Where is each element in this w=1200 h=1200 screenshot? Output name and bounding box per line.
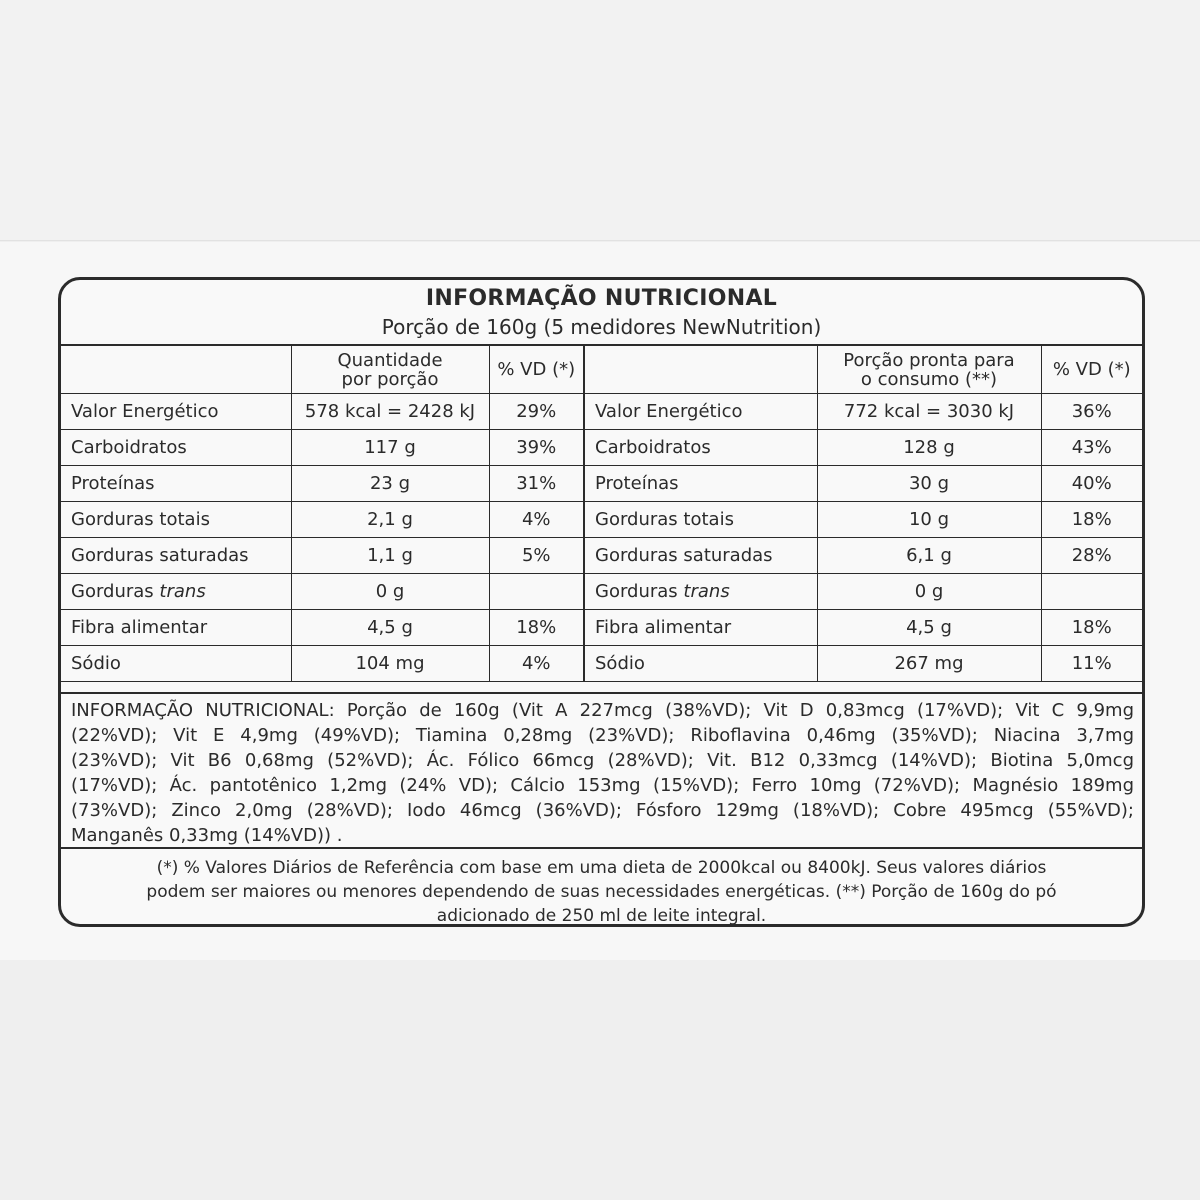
header-vd-right: % VD (*) bbox=[1041, 345, 1142, 394]
quantity-per-serving: 2,1 g bbox=[291, 502, 489, 538]
nutrient-name-ready: Gorduras totais bbox=[584, 502, 817, 538]
table-row bbox=[61, 610, 1142, 646]
micronutrient-line: (22%VD); Vit E 4,9mg (49%VD); Tiamina 0,28mg (23%VD); Riboflavina 0,46mg (35%VD); Niacina 3,7mg bbox=[71, 725, 1134, 746]
quantity-ready: 4,5 g bbox=[817, 610, 1041, 646]
table-row bbox=[61, 646, 1142, 682]
header-empty-left bbox=[61, 345, 291, 394]
quantity-ready: 10 g bbox=[817, 502, 1041, 538]
table-row bbox=[61, 538, 1142, 574]
table-row bbox=[61, 394, 1142, 430]
vd-per-serving: 18% bbox=[489, 610, 584, 646]
top-background bbox=[0, 0, 1200, 241]
vd-ready bbox=[1041, 574, 1142, 610]
header-quantity: Quantidade por porção bbox=[291, 345, 489, 394]
nutrient-name: Proteínas bbox=[61, 466, 291, 502]
vd-per-serving: 29% bbox=[489, 394, 584, 430]
nutrient-name-ready: Gorduras trans bbox=[584, 574, 817, 610]
quantity-per-serving: 578 kcal = 2428 kJ bbox=[291, 394, 489, 430]
nutrient-name-ready: Fibra alimentar bbox=[584, 610, 817, 646]
header-vd-left: % VD (*) bbox=[489, 345, 584, 394]
quantity-per-serving: 23 g bbox=[291, 466, 489, 502]
micronutrient-line: Manganês 0,33mg (14%VD)) . bbox=[71, 825, 343, 846]
table-header bbox=[61, 345, 1142, 394]
vd-ready: 43% bbox=[1041, 430, 1142, 466]
quantity-per-serving: 4,5 g bbox=[291, 610, 489, 646]
quantity-ready: 0 g bbox=[817, 574, 1041, 610]
nutrient-name: Fibra alimentar bbox=[61, 610, 291, 646]
nutrient-name-ready: Sódio bbox=[584, 646, 817, 682]
table-row bbox=[61, 502, 1142, 538]
quantity-ready: 772 kcal = 3030 kJ bbox=[817, 394, 1041, 430]
vd-per-serving bbox=[489, 574, 584, 610]
nutrient-name-ready: Valor Energético bbox=[584, 394, 817, 430]
nutrient-name: Gorduras trans bbox=[61, 574, 291, 610]
vd-per-serving: 39% bbox=[489, 430, 584, 466]
vd-per-serving: 4% bbox=[489, 502, 584, 538]
vd-ready: 40% bbox=[1041, 466, 1142, 502]
footnote-line: adicionado de 250 ml de leite integral. bbox=[436, 906, 767, 926]
nutrient-name-ready: Gorduras saturadas bbox=[584, 538, 817, 574]
footnote-line: podem ser maiores ou menores dependendo de suas necessidades energéticas. (**) Porção de 160g do pó bbox=[146, 882, 1057, 902]
header-ready-portion: Porção pronta para o consumo (**) bbox=[817, 345, 1041, 394]
label-title: INFORMAÇÃO NUTRICIONAL bbox=[425, 286, 778, 311]
table-row bbox=[61, 466, 1142, 502]
quantity-per-serving: 1,1 g bbox=[291, 538, 489, 574]
micronutrient-line: (73%VD); Zinco 2,0mg (28%VD); Iodo 46mcg (36%VD); Fósforo 129mg (18%VD); Cobre 495mcg (55%VD); bbox=[71, 800, 1134, 821]
nutrient-name-ready: Carboidratos bbox=[584, 430, 817, 466]
micronutrient-line: INFORMAÇÃO NUTRICIONAL: Porção de 160g (Vit A 227mcg (38%VD); Vit D 0,83mcg (17%VD); Vit C 9,9mg bbox=[71, 700, 1134, 721]
nutrient-name: Sódio bbox=[61, 646, 291, 682]
footnote-line: (*) % Valores Diários de Referência com base em uma dieta de 2000kcal ou 8400kJ. Seus valores diários bbox=[156, 858, 1047, 878]
header-empty-right bbox=[584, 345, 817, 394]
nutrition-facts-label bbox=[58, 277, 1145, 927]
nutrient-name: Carboidratos bbox=[61, 430, 291, 466]
nutrient-name: Gorduras totais bbox=[61, 502, 291, 538]
micronutrient-line: (17%VD); Ác. pantotênico 1,2mg (24% VD); Cálcio 153mg (15%VD); Ferro 10mg (72%VD); Magnésio 189mg bbox=[71, 775, 1134, 796]
micronutrient-info bbox=[61, 692, 1142, 848]
vd-ready: 18% bbox=[1041, 502, 1142, 538]
quantity-ready: 128 g bbox=[817, 430, 1041, 466]
vd-ready: 28% bbox=[1041, 538, 1142, 574]
nutrition-table bbox=[61, 344, 1142, 682]
vd-per-serving: 31% bbox=[489, 466, 584, 502]
vd-per-serving: 4% bbox=[489, 646, 584, 682]
footnote bbox=[61, 847, 1142, 927]
quantity-ready: 30 g bbox=[817, 466, 1041, 502]
nutrient-name-ready: Proteínas bbox=[584, 466, 817, 502]
quantity-ready: 6,1 g bbox=[817, 538, 1041, 574]
quantity-per-serving: 104 mg bbox=[291, 646, 489, 682]
vd-ready: 18% bbox=[1041, 610, 1142, 646]
quantity-per-serving: 0 g bbox=[291, 574, 489, 610]
serving-size: Porção de 160g (5 medidores NewNutrition) bbox=[381, 315, 822, 339]
vd-per-serving: 5% bbox=[489, 538, 584, 574]
vd-ready: 36% bbox=[1041, 394, 1142, 430]
nutrient-name: Gorduras saturadas bbox=[61, 538, 291, 574]
table-row bbox=[61, 430, 1142, 466]
quantity-per-serving: 117 g bbox=[291, 430, 489, 466]
quantity-ready: 267 mg bbox=[817, 646, 1041, 682]
micronutrient-line: (23%VD); Vit B6 0,68mg (52%VD); Ác. Fólico 66mcg (28%VD); Vit. B12 0,33mcg (14%VD); Biotina 5,0mcg bbox=[71, 750, 1134, 771]
table-row bbox=[61, 574, 1142, 610]
nutrient-rows bbox=[61, 394, 1142, 682]
nutrient-name: Valor Energético bbox=[61, 394, 291, 430]
vd-ready: 11% bbox=[1041, 646, 1142, 682]
